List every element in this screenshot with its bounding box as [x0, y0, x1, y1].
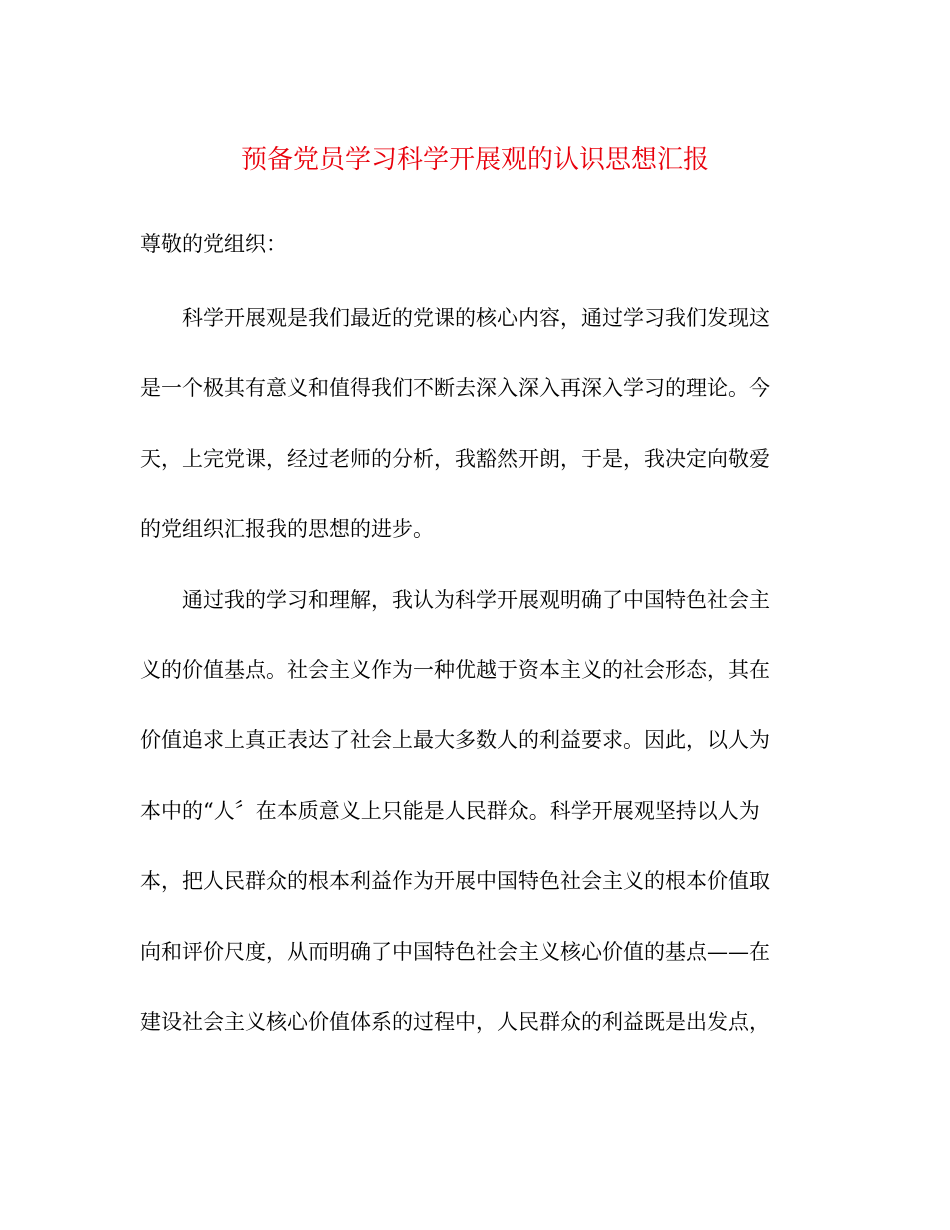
text-line: 向和评价尺度，从而明确了中国特色社会主义核心价值的基点——在	[140, 939, 770, 964]
text-line: 天，上完党课，经过老师的分析，我豁然开朗，于是，我决定向敬爱	[140, 446, 770, 471]
text-line: 本，把人民群众的根本利益作为开展中国特色社会主义的根本价值取	[140, 869, 770, 894]
text-line: 义的价值基点。社会主义作为一种优越于资本主义的社会形态，其在	[140, 657, 770, 682]
document-title: 预备党员学习科学开展观的认识思想汇报	[240, 145, 709, 175]
text-line: 本中的“人〞在本质意义上只能是人民群众。科学开展观坚持以人为	[140, 798, 760, 823]
document-body	[140, 297, 800, 1071]
text-line: 建设社会主义核心价值体系的过程中，人民群众的利益既是出发点，	[140, 1009, 770, 1034]
text-line: 价值追求上真正表达了社会上最大多数人的利益要求。因此，以人为	[140, 728, 770, 753]
text-line: 的党组织汇报我的思想的进步。	[140, 517, 434, 542]
text-line: 是一个极其有意义和值得我们不断去深入深入再深入学习的理论。今	[140, 376, 770, 401]
text-line: 通过我的学习和理解，我认为科学开展观明确了中国特色社会主	[140, 587, 770, 612]
salutation: 尊敬的党组织：	[140, 232, 287, 256]
text-line: 科学开展观是我们最近的党课的核心内容，通过学习我们发现这	[140, 306, 770, 330]
